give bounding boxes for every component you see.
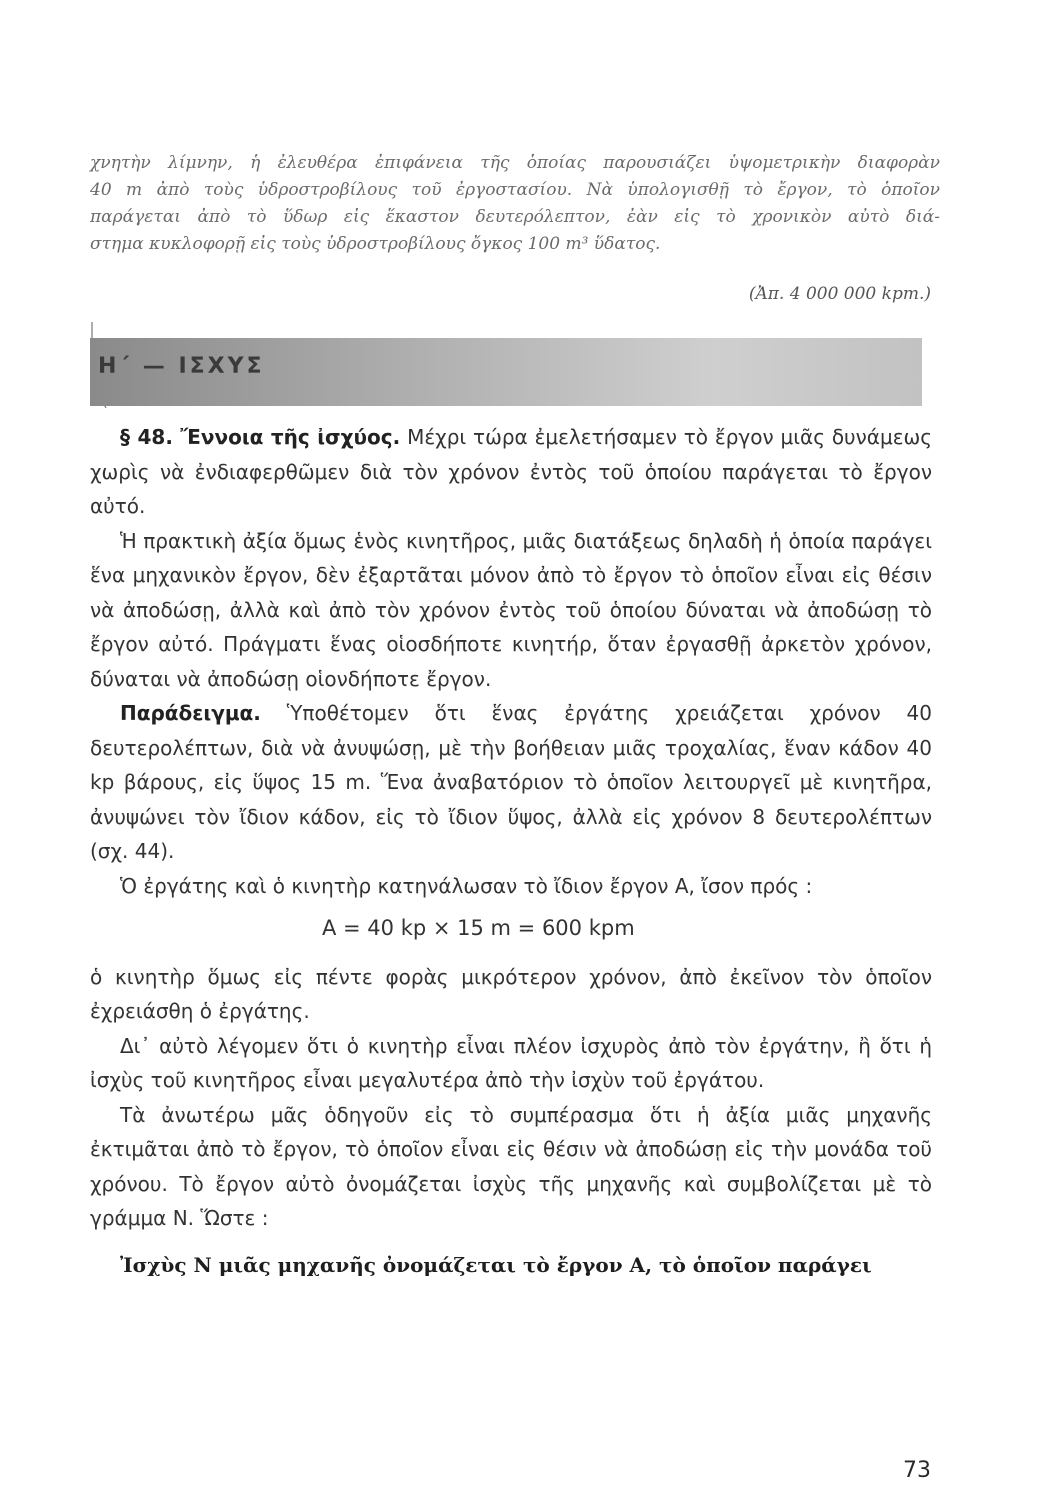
- chapter-heading: Η΄ — ΙΣΧΥΣ: [98, 354, 265, 379]
- power-definition: Ἰσχὺς Ν μιᾶς μηχανῆς ὀνομάζεται τὸ ἔργον Α, τὸ ὁποῖον παράγει: [120, 1252, 872, 1277]
- paragraph: Τὰ ἀνωτέρω μᾶς ὁδηγοῦν εἰς τὸ συμπέρασμα ὅτι ἡ ἀξία μιᾶς μηχανῆς ἐκτιμᾶται ἀπὸ τὸ ἔργον, τὸ ὁποῖον εἶναι εἰς θέσιν νὰ ἀποδώσῃ εἰς τὴν μονάδα τοῦ χρόνου. Τὸ ἔργον αὐτὸ ὀνομάζεται ἰσχὺς τῆς μηχανῆς καὶ συμβολίζεται μὲ τὸ γράμμα Ν. Ὥστε :: [90, 1102, 932, 1230]
- example-text: Ὑποθέτομεν ὅτι ἕνας ἐργάτης χρειάζεται χρόνον 40 δευτερολέπτων, διὰ νὰ ἀνυψώσῃ, μὲ τὴν βοήθειαν μιᾶς τροχαλίας, ἕναν κάδον 40 kp βάρους, εἰς ὕψος 15 m. Ἕνα ἀναβατόριον τὸ ὁποῖον λειτουργεῖ μὲ κινητῆρα, ἀνυψώνει τὸν ἴδιον κάδον, εἰς τὸ ἴδιον ὕψος, ἀλλὰ εἰς χρόνον 8 δευτερολέπτων (σχ. 44).: [90, 701, 932, 863]
- paragraph: Ἡ πρακτικὴ ἀξία ὅμως ἑνὸς κινητῆρος, μιᾶς διατάξεως δηλαδὴ ἡ ὁποία παράγει ἕνα μηχανικὸν ἔργον, δὲν ἐξαρτᾶται μόνον ἀπὸ τὸ ἔργον τὸ ὁποῖον εἶναι εἰς θέσιν νὰ ἀποδώσῃ, ἀλλὰ καὶ ἀπὸ τὸν χρόνον ἐντὸς τοῦ ὁποίου δύναται νὰ ἀποδώσῃ τὸ ἔργον αὐτό. Πράγματι ἕνας οἱοσδήποτε κινητήρ, ὅταν ἐργασθῇ ἀρκετὸν χρόνον, δύναται νὰ ἀποδώσῃ οἱονδήποτε ἔργον.: [90, 528, 932, 691]
- example-label: Παράδειγμα.: [120, 701, 261, 725]
- section-body: [90, 420, 932, 1282]
- chapter-banner: [90, 338, 922, 406]
- section-intro-text: Μέχρι τώρα ἐμελετήσαμεν τὸ ἔργον μιᾶς δυνάμεως χωρὶς νὰ ἐνδιαφερθῶμεν διὰ τὸν χρόνον ἐντὸς τοῦ ὁποίου παράγεται τὸ ἔργον αὐτό.: [90, 425, 933, 518]
- problem-line: παράγεται ἀπὸ τὸ ὕδωρ εἰς ἕκαστον δευτερόλεπτον, ἐὰν εἰς τὸ χρονικὸν αὐτὸ διά-: [90, 207, 940, 227]
- page-number: 73: [903, 1458, 931, 1483]
- example-paragraph: [90, 696, 932, 869]
- section-intro-paragraph: [90, 420, 932, 524]
- section-heading: § 48. Ἔννοια τῆς ἰσχύος.: [120, 425, 401, 449]
- paragraph: Ὁ ἐργάτης καὶ ὁ κινητὴρ κατηνάλωσαν τὸ ἴδιον ἔργον Α, ἴσον πρός :: [120, 873, 813, 898]
- problem-answer: (Ἀπ. 4 000 000 kpm.): [748, 284, 931, 304]
- paragraph: ὁ κινητὴρ ὅμως εἰς πέντε φορὰς μικρότερον χρόνον, ἀπὸ ἐκεῖνον τὸν ὁποῖον ἐχρειάσθη ὁ ἐργάτης.: [90, 964, 932, 1023]
- paragraph: Δι᾽ αὐτὸ λέγομεν ὅτι ὁ κινητὴρ εἶναι πλέον ἰσχυρὸς ἀπὸ τὸν ἐργάτην, ἢ ὅτι ἡ ἰσχὺς τοῦ κινητῆρος εἶναι μεγαλυτέρα ἀπὸ τὴν ἰσχὺν τοῦ ἐργάτου.: [90, 1033, 932, 1092]
- problem-text: [90, 150, 940, 258]
- problem-line: στημα κυκλοφορῇ εἰς τοὺς ὑδροστροβίλους ὄγκος 100 m³ ὕδατος.: [90, 234, 661, 254]
- work-formula: Α = 40 kp × 15 m = 600 kpm: [322, 916, 635, 940]
- problem-line: 40 m ἀπὸ τοὺς ὑδροστροβίλους τοῦ ἐργοστασίου. Νὰ ὑπολογισθῇ τὸ ἔργον, τὸ ὁποῖον: [90, 180, 940, 200]
- problem-line: χνητὴν λίμνην, ἡ ἐλευθέρα ἐπιφάνεια τῆς ὁποίας παρουσιάζει ὑψομετρικὴν διαφορὰν: [90, 153, 940, 173]
